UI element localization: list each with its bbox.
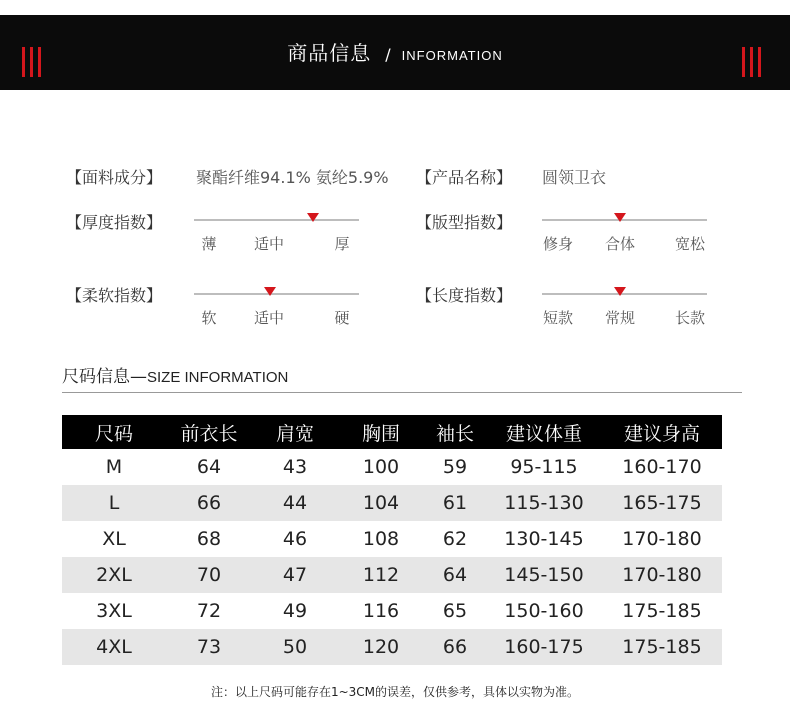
cell-chest: 116: [362, 600, 400, 622]
size-title-en: SIZE INFORMATION: [147, 369, 289, 386]
length-label: 【长度指数】: [416, 286, 513, 305]
table-row: [62, 593, 722, 629]
header-title: [0, 37, 790, 66]
fabric-value: 聚酯纤维94.1% 氨纶5.9%: [196, 168, 389, 187]
length-tick-mid: 常规: [604, 309, 636, 327]
table-row: [62, 485, 722, 521]
length-tick-low: 短款: [542, 309, 574, 327]
cell-front-length: 70: [166, 557, 252, 593]
softness-marker-icon: [264, 287, 276, 296]
cell-size: 2XL: [62, 557, 166, 593]
table-row: [62, 449, 722, 485]
cell-height: 165-175: [602, 485, 722, 521]
cell-front-length: 66: [166, 485, 252, 521]
cell-weight: 160-175: [486, 629, 602, 665]
fit-tick-mid: 合体: [604, 235, 636, 253]
cell-chest: 100: [362, 456, 400, 478]
softness-tick-high: 硬: [334, 309, 350, 327]
fit-label: 【版型指数】: [416, 213, 513, 232]
section-divider: [62, 392, 742, 393]
softness-track: [194, 293, 359, 295]
cell-sleeve: 66: [424, 629, 486, 665]
cell-shoulder: 49: [282, 600, 308, 622]
cell-shoulder: 46: [282, 528, 308, 550]
cell-size: M: [105, 456, 123, 478]
thickness-tick-mid: 适中: [253, 235, 285, 253]
red-stripes-right-icon: [742, 47, 762, 77]
header-size: 尺码: [62, 415, 166, 449]
softness-scale: [194, 287, 359, 327]
cell-height: 160-170: [622, 456, 702, 478]
product-name-value: 圆领卫衣: [542, 168, 607, 187]
cell-size: 4XL: [62, 629, 166, 665]
cell-height: 175-185: [622, 600, 702, 622]
size-table: [62, 415, 722, 665]
cell-weight: 130-145: [504, 528, 584, 550]
thickness-track: [194, 219, 359, 221]
header-separator: /: [385, 45, 392, 64]
table-row: [62, 521, 722, 557]
thickness-tick-high: 厚: [334, 235, 350, 253]
cell-size: 3XL: [96, 600, 132, 622]
header-shoulder: 肩宽: [252, 415, 338, 449]
table-row: [62, 557, 722, 593]
cell-sleeve: 62: [442, 528, 468, 550]
cell-weight: 95-115: [510, 456, 578, 478]
length-tick-high: 长款: [674, 309, 706, 327]
fit-marker-icon: [614, 213, 626, 222]
header-bar: [0, 15, 790, 90]
softness-tick-mid: 适中: [253, 309, 285, 327]
cell-shoulder: 47: [252, 557, 338, 593]
thickness-tick-low: 薄: [201, 235, 217, 253]
header-sleeve: 袖长: [424, 415, 486, 449]
cell-sleeve: 59: [442, 456, 468, 478]
cell-height: 175-185: [602, 629, 722, 665]
cell-front-length: 73: [166, 629, 252, 665]
cell-height: 170-180: [622, 528, 702, 550]
fit-scale: [542, 213, 707, 253]
thickness-label: 【厚度指数】: [66, 213, 163, 232]
cell-shoulder: 50: [252, 629, 338, 665]
cell-sleeve: 61: [424, 485, 486, 521]
cell-sleeve: 65: [442, 600, 468, 622]
fit-tick-high: 宽松: [674, 235, 706, 253]
fit-tick-low: 修身: [542, 235, 574, 253]
product-name-label: 【产品名称】: [416, 168, 513, 187]
cell-chest: 120: [338, 629, 424, 665]
header-title-cn: 商品信息: [287, 41, 372, 65]
size-table-header: [62, 415, 722, 449]
size-note: 注：以上尺码可能存在1~3CM的误差，仅供参考，具体以实物为准。: [210, 685, 580, 699]
red-stripes-left-icon: [22, 47, 42, 77]
cell-sleeve: 64: [424, 557, 486, 593]
header-front-length: 前衣长: [166, 415, 252, 449]
cell-chest: 112: [338, 557, 424, 593]
cell-chest: 108: [362, 528, 400, 550]
cell-chest: 104: [338, 485, 424, 521]
header-height: 建议身高: [602, 415, 722, 449]
cell-size: XL: [102, 528, 126, 550]
cell-front-length: 72: [196, 600, 222, 622]
softness-tick-low: 软: [201, 309, 217, 327]
table-row: [62, 629, 722, 665]
length-marker-icon: [614, 287, 626, 296]
softness-label: 【柔软指数】: [66, 286, 163, 305]
cell-weight: 150-160: [504, 600, 584, 622]
cell-shoulder: 44: [252, 485, 338, 521]
cell-front-length: 68: [196, 528, 222, 550]
cell-height: 170-180: [602, 557, 722, 593]
header-weight: 建议体重: [486, 415, 602, 449]
length-scale: [542, 287, 707, 327]
thickness-scale: [194, 213, 359, 253]
size-title-cn: 尺码信息—: [62, 367, 147, 387]
header-chest: 胸围: [338, 415, 424, 449]
cell-front-length: 64: [196, 456, 222, 478]
cell-shoulder: 43: [282, 456, 308, 478]
cell-size: L: [62, 485, 166, 521]
size-section-title: [62, 362, 288, 387]
fabric-label: 【面料成分】: [66, 168, 163, 187]
cell-weight: 145-150: [486, 557, 602, 593]
header-title-en: INFORMATION: [401, 48, 503, 63]
cell-weight: 115-130: [486, 485, 602, 521]
thickness-marker-icon: [307, 213, 319, 222]
